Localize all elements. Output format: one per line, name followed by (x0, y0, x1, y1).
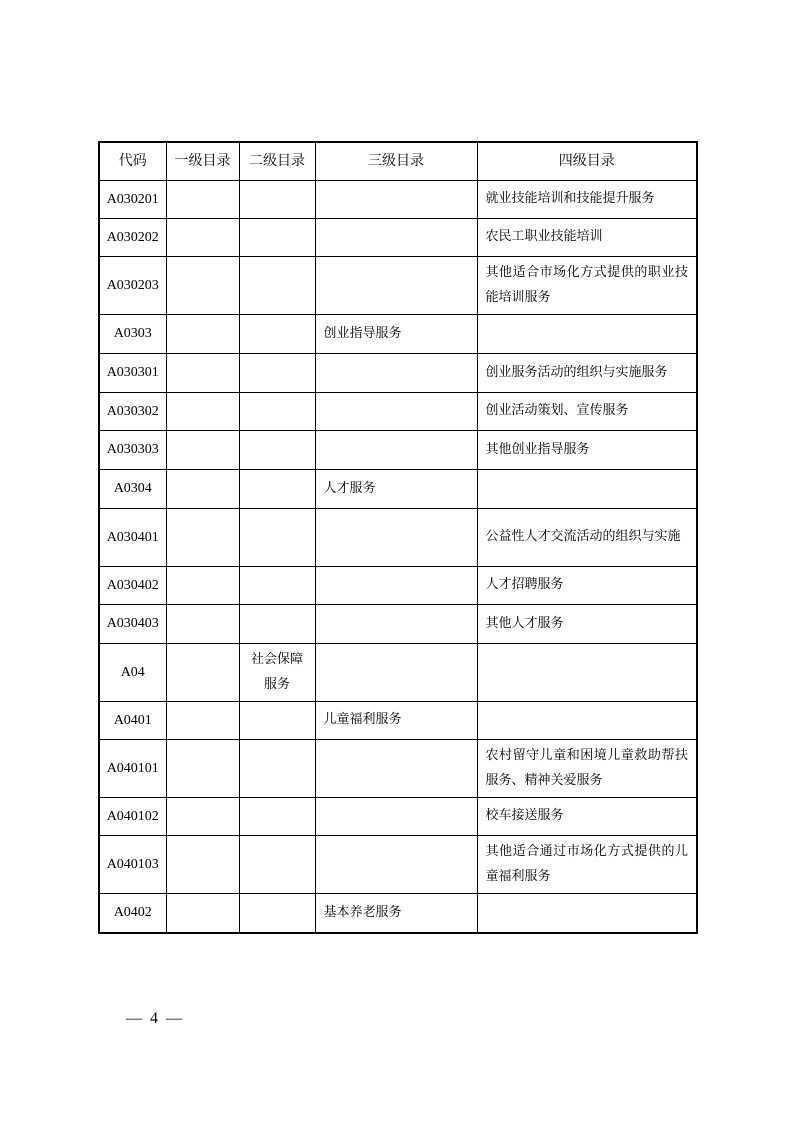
code-cell: A030301 (99, 354, 166, 393)
table-row (99, 740, 697, 798)
level4-cell: 农村留守儿童和困境儿童救助帮扶服务、精神关爱服务 (477, 740, 697, 798)
code-cell: A040101 (99, 740, 166, 798)
header-level4: 四级目录 (477, 142, 697, 181)
level4-cell (477, 315, 697, 354)
code-cell: A030402 (99, 567, 166, 605)
table-row (99, 894, 697, 934)
level2-cell (239, 605, 315, 644)
table-header-row (99, 142, 697, 181)
code-cell: A04 (99, 644, 166, 702)
table-row (99, 702, 697, 740)
level1-cell (166, 798, 239, 836)
table-row (99, 181, 697, 219)
code-cell: A030302 (99, 393, 166, 431)
table-row (99, 315, 697, 354)
level4-cell: 公益性人才交流活动的组织与实施 (477, 509, 697, 567)
level1-cell (166, 219, 239, 257)
level4-cell: 校车接送服务 (477, 798, 697, 836)
level3-cell (315, 219, 477, 257)
code-cell: A030202 (99, 219, 166, 257)
code-cell: A040102 (99, 798, 166, 836)
code-cell: A030403 (99, 605, 166, 644)
page-number: — 4 — (126, 1010, 184, 1027)
level2-cell (239, 181, 315, 219)
code-cell: A0303 (99, 315, 166, 354)
level1-cell (166, 605, 239, 644)
header-level2: 二级目录 (239, 142, 315, 181)
level1-cell (166, 644, 239, 702)
level3-cell (315, 605, 477, 644)
level2-cell (239, 315, 315, 354)
header-level3: 三级目录 (315, 142, 477, 181)
table-row (99, 605, 697, 644)
level4-cell: 其他创业指导服务 (477, 431, 697, 470)
header-code: 代码 (99, 142, 166, 181)
level1-cell (166, 257, 239, 315)
table-row (99, 836, 697, 894)
table-row (99, 567, 697, 605)
catalog-table (98, 141, 698, 934)
level3-cell (315, 567, 477, 605)
level4-cell (477, 894, 697, 934)
level3-cell (315, 644, 477, 702)
level3-cell: 创业指导服务 (315, 315, 477, 354)
code-cell: A030203 (99, 257, 166, 315)
level3-cell: 人才服务 (315, 470, 477, 509)
level4-cell (477, 470, 697, 509)
level3-cell (315, 431, 477, 470)
level4-cell: 其他适合市场化方式提供的职业技能培训服务 (477, 257, 697, 315)
level1-cell (166, 181, 239, 219)
level1-cell (166, 567, 239, 605)
level1-cell (166, 470, 239, 509)
level3-cell: 儿童福利服务 (315, 702, 477, 740)
level2-cell (239, 798, 315, 836)
level3-cell (315, 509, 477, 567)
level4-cell: 农民工职业技能培训 (477, 219, 697, 257)
header-level1: 一级目录 (166, 142, 239, 181)
level2-cell: 社会保障服务 (239, 644, 315, 702)
level1-cell (166, 354, 239, 393)
level1-cell (166, 431, 239, 470)
level2-cell (239, 470, 315, 509)
level3-cell (315, 354, 477, 393)
level2-cell (239, 836, 315, 894)
level3-cell (315, 836, 477, 894)
level4-cell (477, 644, 697, 702)
code-cell: A030303 (99, 431, 166, 470)
level4-cell: 创业服务活动的组织与实施服务 (477, 354, 697, 393)
level3-cell (315, 740, 477, 798)
table-row (99, 509, 697, 567)
level1-cell (166, 894, 239, 934)
level4-cell: 创业活动策划、宣传服务 (477, 393, 697, 431)
level3-cell (315, 798, 477, 836)
code-cell: A0304 (99, 470, 166, 509)
level1-cell (166, 740, 239, 798)
table-row (99, 354, 697, 393)
level2-cell (239, 393, 315, 431)
code-cell: A030401 (99, 509, 166, 567)
level2-cell (239, 702, 315, 740)
table-row (99, 644, 697, 702)
level1-cell (166, 509, 239, 567)
code-cell: A040103 (99, 836, 166, 894)
level3-cell (315, 181, 477, 219)
level1-cell (166, 315, 239, 354)
level1-cell (166, 393, 239, 431)
level4-cell: 其他适合通过市场化方式提供的儿童福利服务 (477, 836, 697, 894)
level3-cell (315, 393, 477, 431)
table-row (99, 393, 697, 431)
level2-cell (239, 257, 315, 315)
level3-cell (315, 257, 477, 315)
level2-cell (239, 431, 315, 470)
level1-cell (166, 836, 239, 894)
table-row (99, 798, 697, 836)
table-row (99, 257, 697, 315)
level2-cell (239, 509, 315, 567)
level2-cell (239, 567, 315, 605)
level4-cell: 其他人才服务 (477, 605, 697, 644)
table-row (99, 219, 697, 257)
level3-cell: 基本养老服务 (315, 894, 477, 934)
level2-cell (239, 354, 315, 393)
level4-cell: 人才招聘服务 (477, 567, 697, 605)
code-cell: A0402 (99, 894, 166, 934)
level2-cell (239, 219, 315, 257)
level1-cell (166, 702, 239, 740)
level4-cell: 就业技能培训和技能提升服务 (477, 181, 697, 219)
code-cell: A030201 (99, 181, 166, 219)
table-row (99, 431, 697, 470)
code-cell: A0401 (99, 702, 166, 740)
level2-cell (239, 740, 315, 798)
level4-cell (477, 702, 697, 740)
table-row (99, 470, 697, 509)
level2-cell (239, 894, 315, 934)
